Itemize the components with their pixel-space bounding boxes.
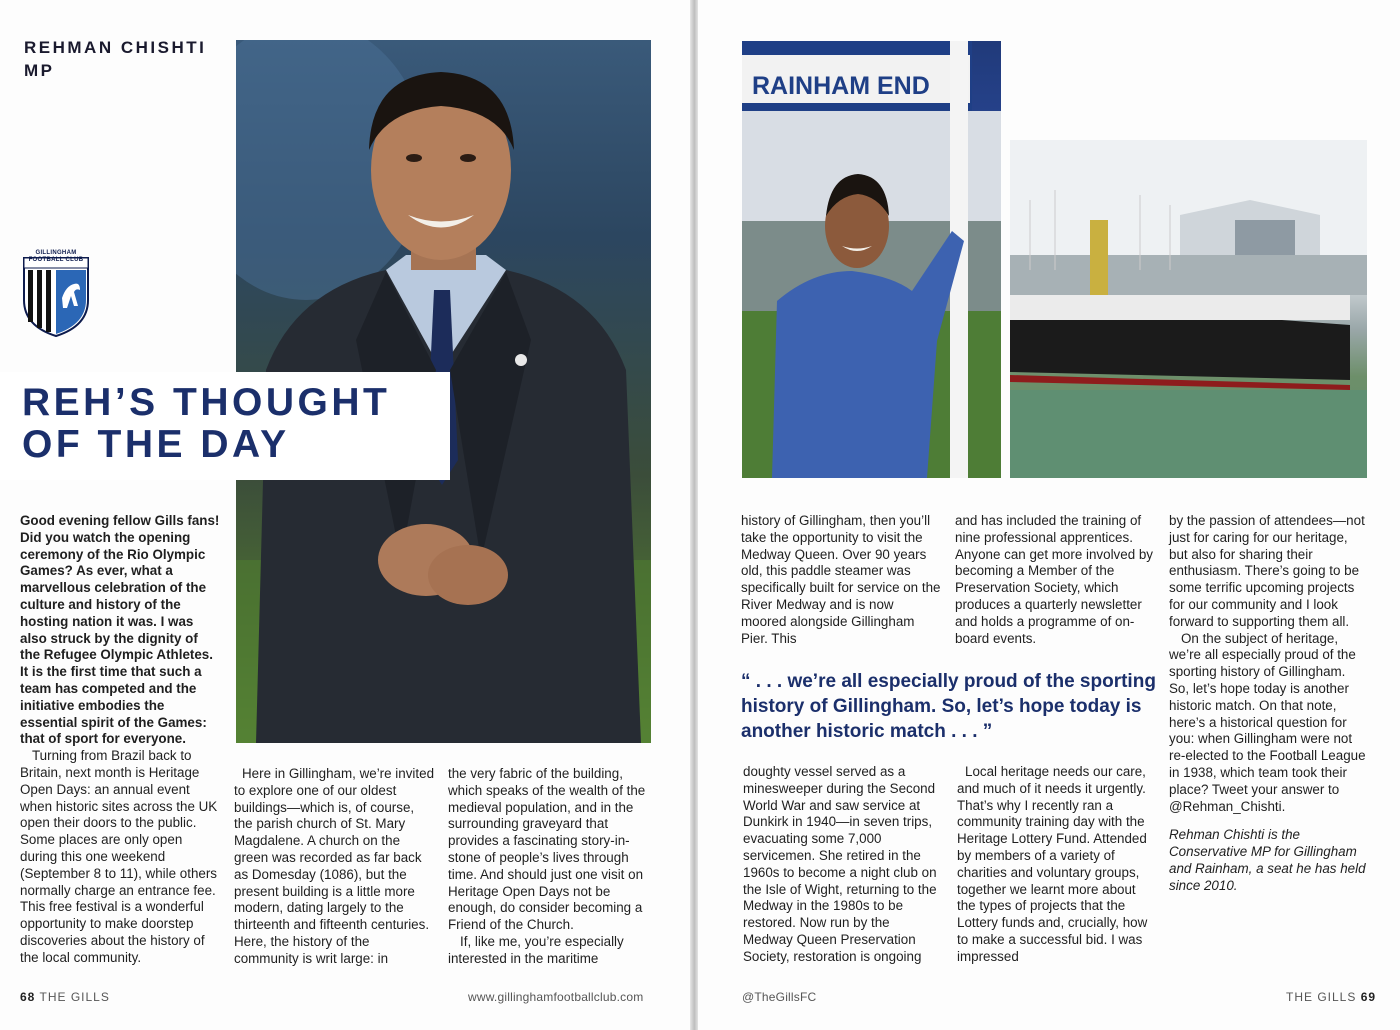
pull-quote: “ . . . we’re all especially proud of the sporting history of Gillingham. So, let’s hope today is another historic match . . . ” bbox=[741, 671, 1156, 742]
body-paragraph: On the subject of heritage, we’re all especially proud of the sporting history of Gillingham. So, let’s hope today is another historic match. On that note, here’s a historical question for you: when Gillingham were not re-elected to the Football League in 1938, which team took their place? Tweet your answer to @Rehman_Chishti. bbox=[1169, 630, 1366, 814]
club-crest-icon bbox=[22, 248, 90, 338]
headline bbox=[22, 382, 452, 466]
left-column-3 bbox=[448, 766, 653, 968]
body-paragraph: history of Gillingham, then you’ll take the opportunity to visit the Medway Queen. Over 90 years old, this paddle steamer was specifically built for service on the River Medway and is now moored alongside Gillingham Pier. This bbox=[741, 513, 941, 646]
intro-paragraph: Good evening fellow Gills fans! Did you watch the opening ceremony of the Rio Olympic Games? As ever, what a marvellous celebration of the culture and history of the hosting nation it was. I was also struck by the dignity of the Refugee Olympic Athletes. It is the first time that such a team has competed and the initiative embodies the essential spirit of the Games: that of sport for everyone. bbox=[20, 513, 220, 747]
body-paragraph: doughty vessel served as a minesweeper during the Second World War and saw service at Dunkirk in 1940—in seven trips, evacuating some 7,000 servicemen. She retired in the 1960s to become a night club on the Isle of Wight, returning to the Medway in the 1980s to be restored. Now run by the Medway Queen Preservation Society, restoration is ongoing bbox=[743, 764, 937, 964]
twitter-handle: @TheGillsFC bbox=[742, 990, 817, 1004]
paddle-steamer-photo bbox=[1010, 140, 1367, 478]
page-number-right bbox=[1286, 990, 1376, 1004]
left-column-1 bbox=[20, 513, 220, 967]
body-paragraph: If, like me, you’re especially interested in the maritime bbox=[448, 933, 624, 966]
magazine-title: THE GILLS bbox=[1286, 990, 1357, 1004]
right-column-3 bbox=[1169, 513, 1369, 895]
right-column-1-bottom bbox=[743, 764, 943, 966]
right-column-1-top bbox=[741, 513, 941, 647]
left-column-2 bbox=[234, 766, 434, 968]
body-paragraph: and has included the training of nine professional apprentices. Anyone can get more involved by becoming a Member of the Preservation Society, which produces a quarterly newsletter and holds a programme of on-board events. bbox=[955, 513, 1154, 646]
body-paragraph: Turning from Brazil back to Britain, next month is Heritage Open Days: an annual event when historic sites across the UK open their doors to the public. Some places are only open during this one weekend (September 8 to 11), while others normally charge an entrance fee. This free festival is a wonderful opportunity to make doorstep discoveries about the history of the local community. bbox=[20, 748, 218, 965]
page-number: 68 bbox=[20, 990, 36, 1004]
author-byline: REHMAN CHISHTI MP bbox=[24, 38, 207, 80]
stadium-sign-text: RAINHAM END bbox=[752, 72, 930, 100]
author-bio: Rehman Chishti is the Conservative MP for Gillingham and Rainham, a seat he has held since 2010. bbox=[1169, 827, 1366, 893]
magazine-title: THE GILLS bbox=[39, 990, 110, 1004]
right-column-2-top bbox=[955, 513, 1160, 647]
crest-label: GILLINGHAM FOOTBALL CLUB bbox=[28, 250, 84, 263]
headline-line-1: REH’S THOUGHT bbox=[22, 381, 391, 424]
stadium-photo bbox=[742, 41, 1001, 478]
headline-line-2: OF THE DAY bbox=[22, 423, 290, 466]
right-column-2-bottom bbox=[957, 764, 1157, 966]
body-paragraph: Local heritage needs our care, and much of it needs it urgently. That’s why I recently ran a community training day with the Heritage Lottery Fund. Attended by members of a variety of charities and voluntary groups, together we learnt more about the types of projects that the Lottery funds and, crucially, how to make a successful bid. I was impressed bbox=[957, 764, 1148, 964]
body-paragraph: by the passion of attendees—not just for caring for our heritage, but also for sharing their enthusiasm. There’s going to be some terrific upcoming projects for our community and I look forward to supporting them all. bbox=[1169, 513, 1365, 629]
club-website-url: www.gillinghamfootballclub.com bbox=[468, 990, 644, 1004]
body-paragraph: the very fabric of the building, which speaks of the wealth of the medieval population, and in the surrounding graveyard that provides a fascinating story-in-stone of people’s lives through time. And should just one visit on Heritage Open Days not be enough, do consider becoming a Friend of the Church. bbox=[448, 766, 646, 933]
page-number: 69 bbox=[1360, 990, 1377, 1004]
body-paragraph: Here in Gillingham, we’re invited to explore one of our oldest buildings—which is, of course, the parish church of St. Mary Magdalene. A church on the green was recorded as far back as Domesday (1086), but the present building is a little more modern, dating largely to the thirteenth and fifteenth centuries. Here, the history of the community is writ large: in bbox=[234, 766, 435, 966]
page-number-left bbox=[20, 990, 110, 1004]
